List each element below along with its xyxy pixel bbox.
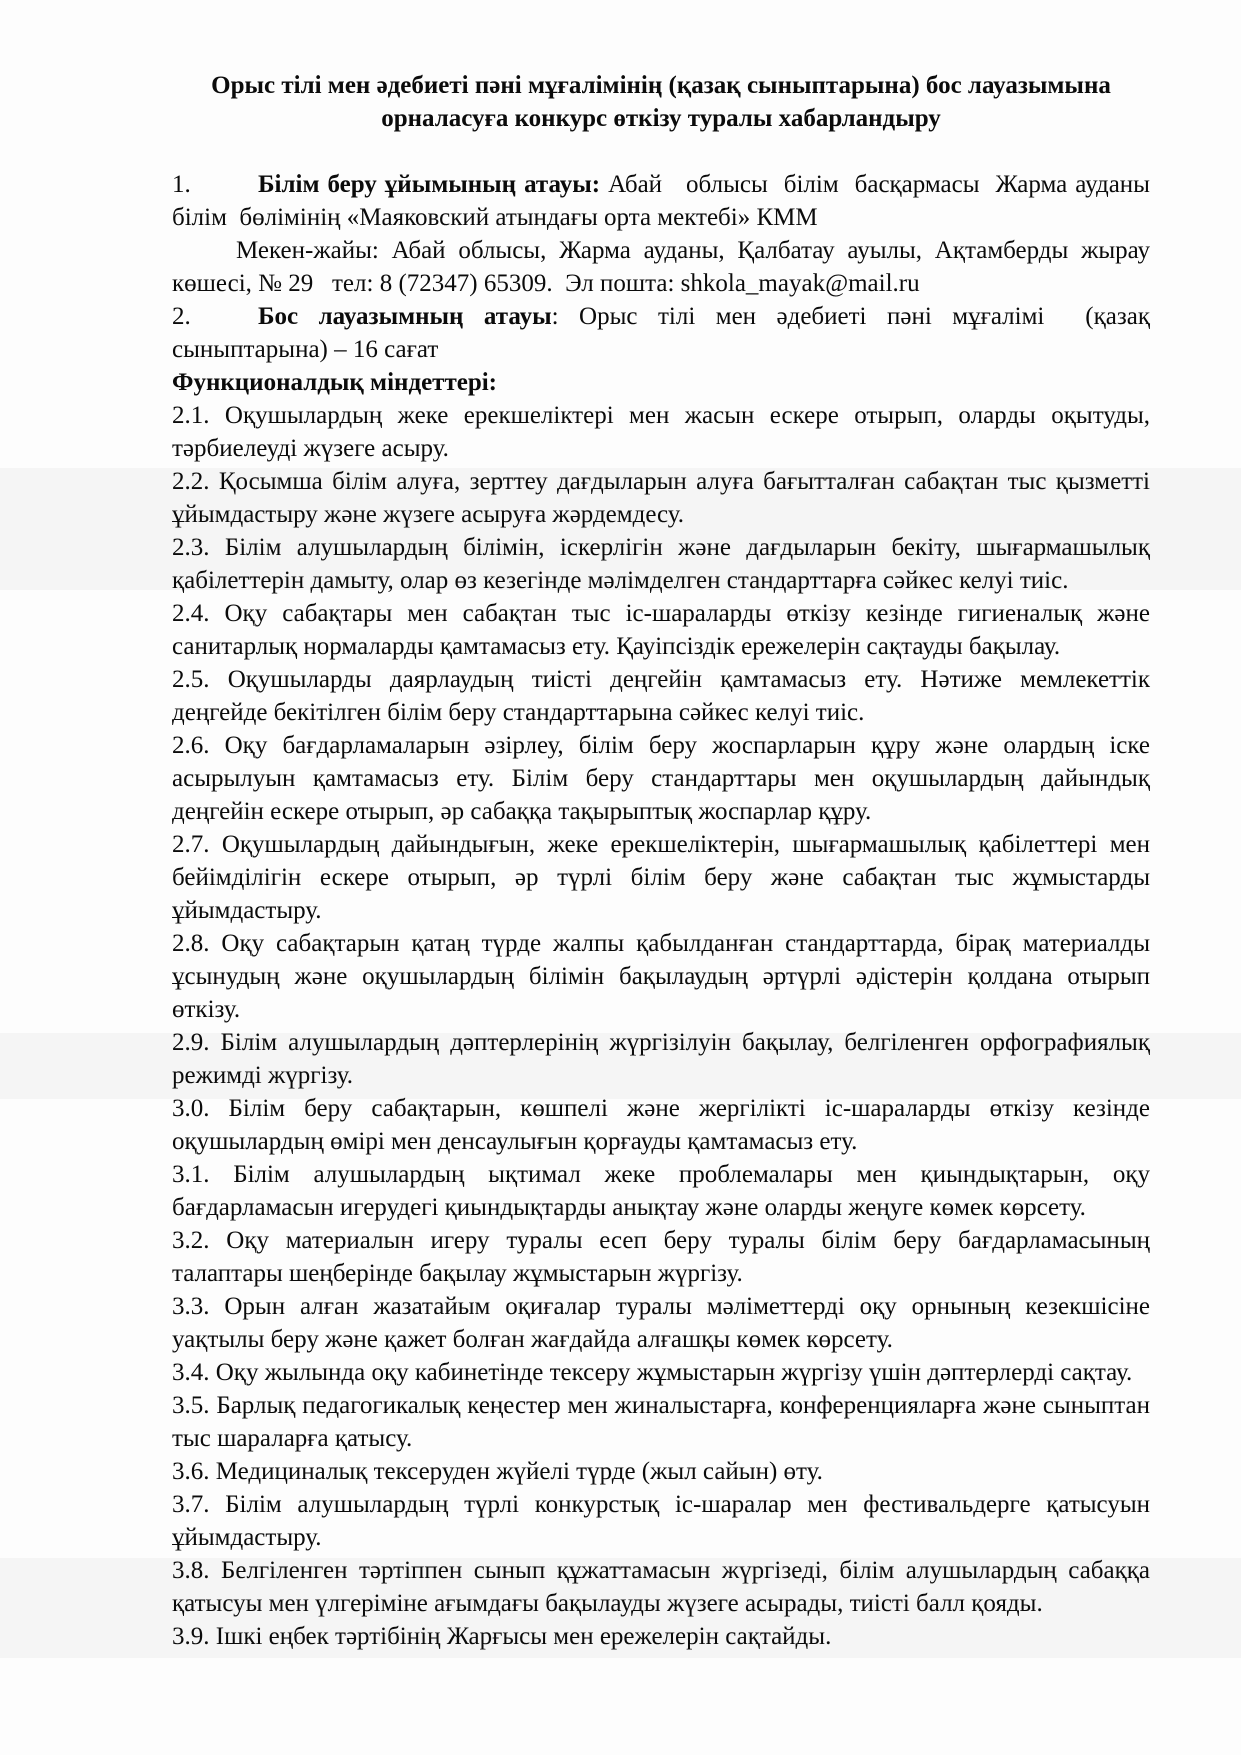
duty-item-3-5: 3.5. Барлық педагогикалық кеңестер мен жиналыстарға, конференцияларға және сыныптан тыс шараларға қатысу. (172, 1392, 1150, 1452)
duty-item-2-2: 2.2. Қосымша білім алуға, зерттеу дағдыларын алуға бағытталған сабақтан тыс қызметті ұйымдастыру және жүзеге асыруға жәрдемдесу. (172, 468, 1150, 528)
duty-item-3-2: 3.2. Оқу материалын игеру туралы есеп беру туралы білім беру бағдарламасының талаптары шеңберінде бақылау жұмыстарын жүргізу. (172, 1227, 1150, 1287)
organization-label: Білім беру ұйымының атауы: (258, 171, 601, 198)
duty-item-2-1: 2.1. Оқушылардың жеке ерекшеліктері мен жасын ескере отырып, оларды оқытуды, тәрбиелеуді жүзеге асыру. (172, 402, 1150, 462)
document-title (172, 69, 1150, 135)
address-paragraph: Мекен-жайы: Абай облысы, Жарма ауданы, Қалбатау ауылы, Ақтамберды жырау көшесі, № 29 тел: 8 (72347) 65309. Эл пошта: shkola_mayak@mail.ru (172, 237, 1157, 297)
title-line-2: орналасуға конкурс өткізу туралы хабарландыру (381, 105, 941, 132)
duty-item-2-5: 2.5. Оқушыларды даярлаудың тиісті деңгейін қамтамасыз ету. Нәтиже мемлекеттік деңгейде бекітілген білім беру стандарттарына сәйкес келуі тиіс. (172, 666, 1150, 726)
duty-item-2-8: 2.8. Оқу сабақтарын қатаң түрде жалпы қабылданған стандарттарда, бірақ материалды ұсынудың және оқушылардың білімін бақылаудың әртүрлі әдістерін қолдана отырып өткізу. (172, 930, 1150, 1023)
duty-item-3-1: 3.1. Білім алушылардың ықтимал жеке проблемалары мен қиындықтарын, оқу бағдарламасын игерудегі қиындықтарды анықтау және оларды жеңуге көмек көрсету. (172, 1161, 1150, 1221)
duty-item-3-7: 3.7. Білім алушылардың түрлі конкурстық іс-шаралар мен фестивальдерге қатысуын ұйымдастыру. (172, 1491, 1150, 1551)
duty-item-2-4: 2.4. Оқу сабақтары мен сабақтан тыс іс-шараларды өткізу кезінде гигиеналық және санитарлық нормаларды қамтамасыз ету. Қауіпсіздік ережелерін сақтауды бақылау. (172, 600, 1150, 660)
vacancy-value: : Орыс тілі мен әдебиеті пәні мұғалімі (қазақ сыныптарына) – 16 сағат (172, 303, 1157, 363)
organization-value: Абай облысы білім басқармасы Жарма ауданы білім бөлімінің «Маяковский атындағы орта мектебі» КММ (172, 171, 1157, 231)
vacancy-label: Бос лауазымның атауы (258, 303, 552, 330)
organization-paragraph (172, 168, 1157, 234)
duties-heading: Функционалдық міндеттері: (172, 369, 498, 396)
duty-item-3-8: 3.8. Белгіленген тәртіппен сынып құжаттамасын жүргізеді, білім алушылардың сабаққа қатысуы мен үлгеріміне ағымдағы бақылауды жүзеге асырады, тиісті балл қояды. (172, 1557, 1150, 1617)
duty-item-2-9: 2.9. Білім алушылардың дәптерлерінің жүргізілуін бақылау, белгіленген орфографиялық режимді жүргізу. (172, 1029, 1150, 1089)
duty-item-2-6: 2.6. Оқу бағдарламаларын әзірлеу, білім беру жоспарларын құру және олардың іске асырылуын қамтамасыз ету. Білім беру стандарттары мен оқушылардың дайындық деңгейін ескере отырып, әр сабаққа тақырыптық жоспарлар құру. (172, 732, 1150, 825)
organization-number: 1. (172, 171, 191, 198)
duty-item-2-3: 2.3. Білім алушылардың білімін, іскерлігін және дағдыларын бекіту, шығармашылық қабілеттерін дамыту, олар өз кезегінде мәлімделген стандарттарға сәйкес келуі тиіс. (172, 534, 1150, 594)
title-line-1: Орыс тілі мен әдебиеті пәні мұғалімінің (қазақ сыныптарына) бос лауазымына (211, 72, 1111, 99)
duty-item-3-6: 3.6. Медициналық тексеруден жүйелі түрде (жыл сайын) өту. (172, 1458, 823, 1485)
duty-item-2-7: 2.7. Оқушылардың дайындығын, жеке ерекшеліктерін, шығармашылық қабілеттері мен бейімділігін ескере отырып, әр түрлі білім беру және сабақтан тыс жұмыстарды ұйымдастыру. (172, 831, 1150, 924)
duty-item-3-3: 3.3. Орын алған жазатайым оқиғалар туралы мәліметтерді оқу орнының кезекшісіне уақтылы беру және қажет болған жағдайда алғашқы көмек көрсету. (172, 1293, 1150, 1353)
vacancy-paragraph (172, 300, 1157, 366)
duty-item-3-4: 3.4. Оқу жылында оқу кабинетінде тексеру жұмыстарын жүргізу үшін дәптерлерді сақтау. (172, 1359, 1133, 1386)
duty-item-3-9: 3.9. Ішкі еңбек тәртібінің Жарғысы мен ережелерін сақтайды. (172, 1623, 832, 1650)
vacancy-number: 2. (172, 303, 191, 330)
duty-item-3-0: 3.0. Білім беру сабақтарын, көшпелі және жергілікті іс-шараларды өткізу кезінде оқушылардың өмірі мен денсаулығын қорғауды қамтамасыз ету. (172, 1095, 1150, 1155)
